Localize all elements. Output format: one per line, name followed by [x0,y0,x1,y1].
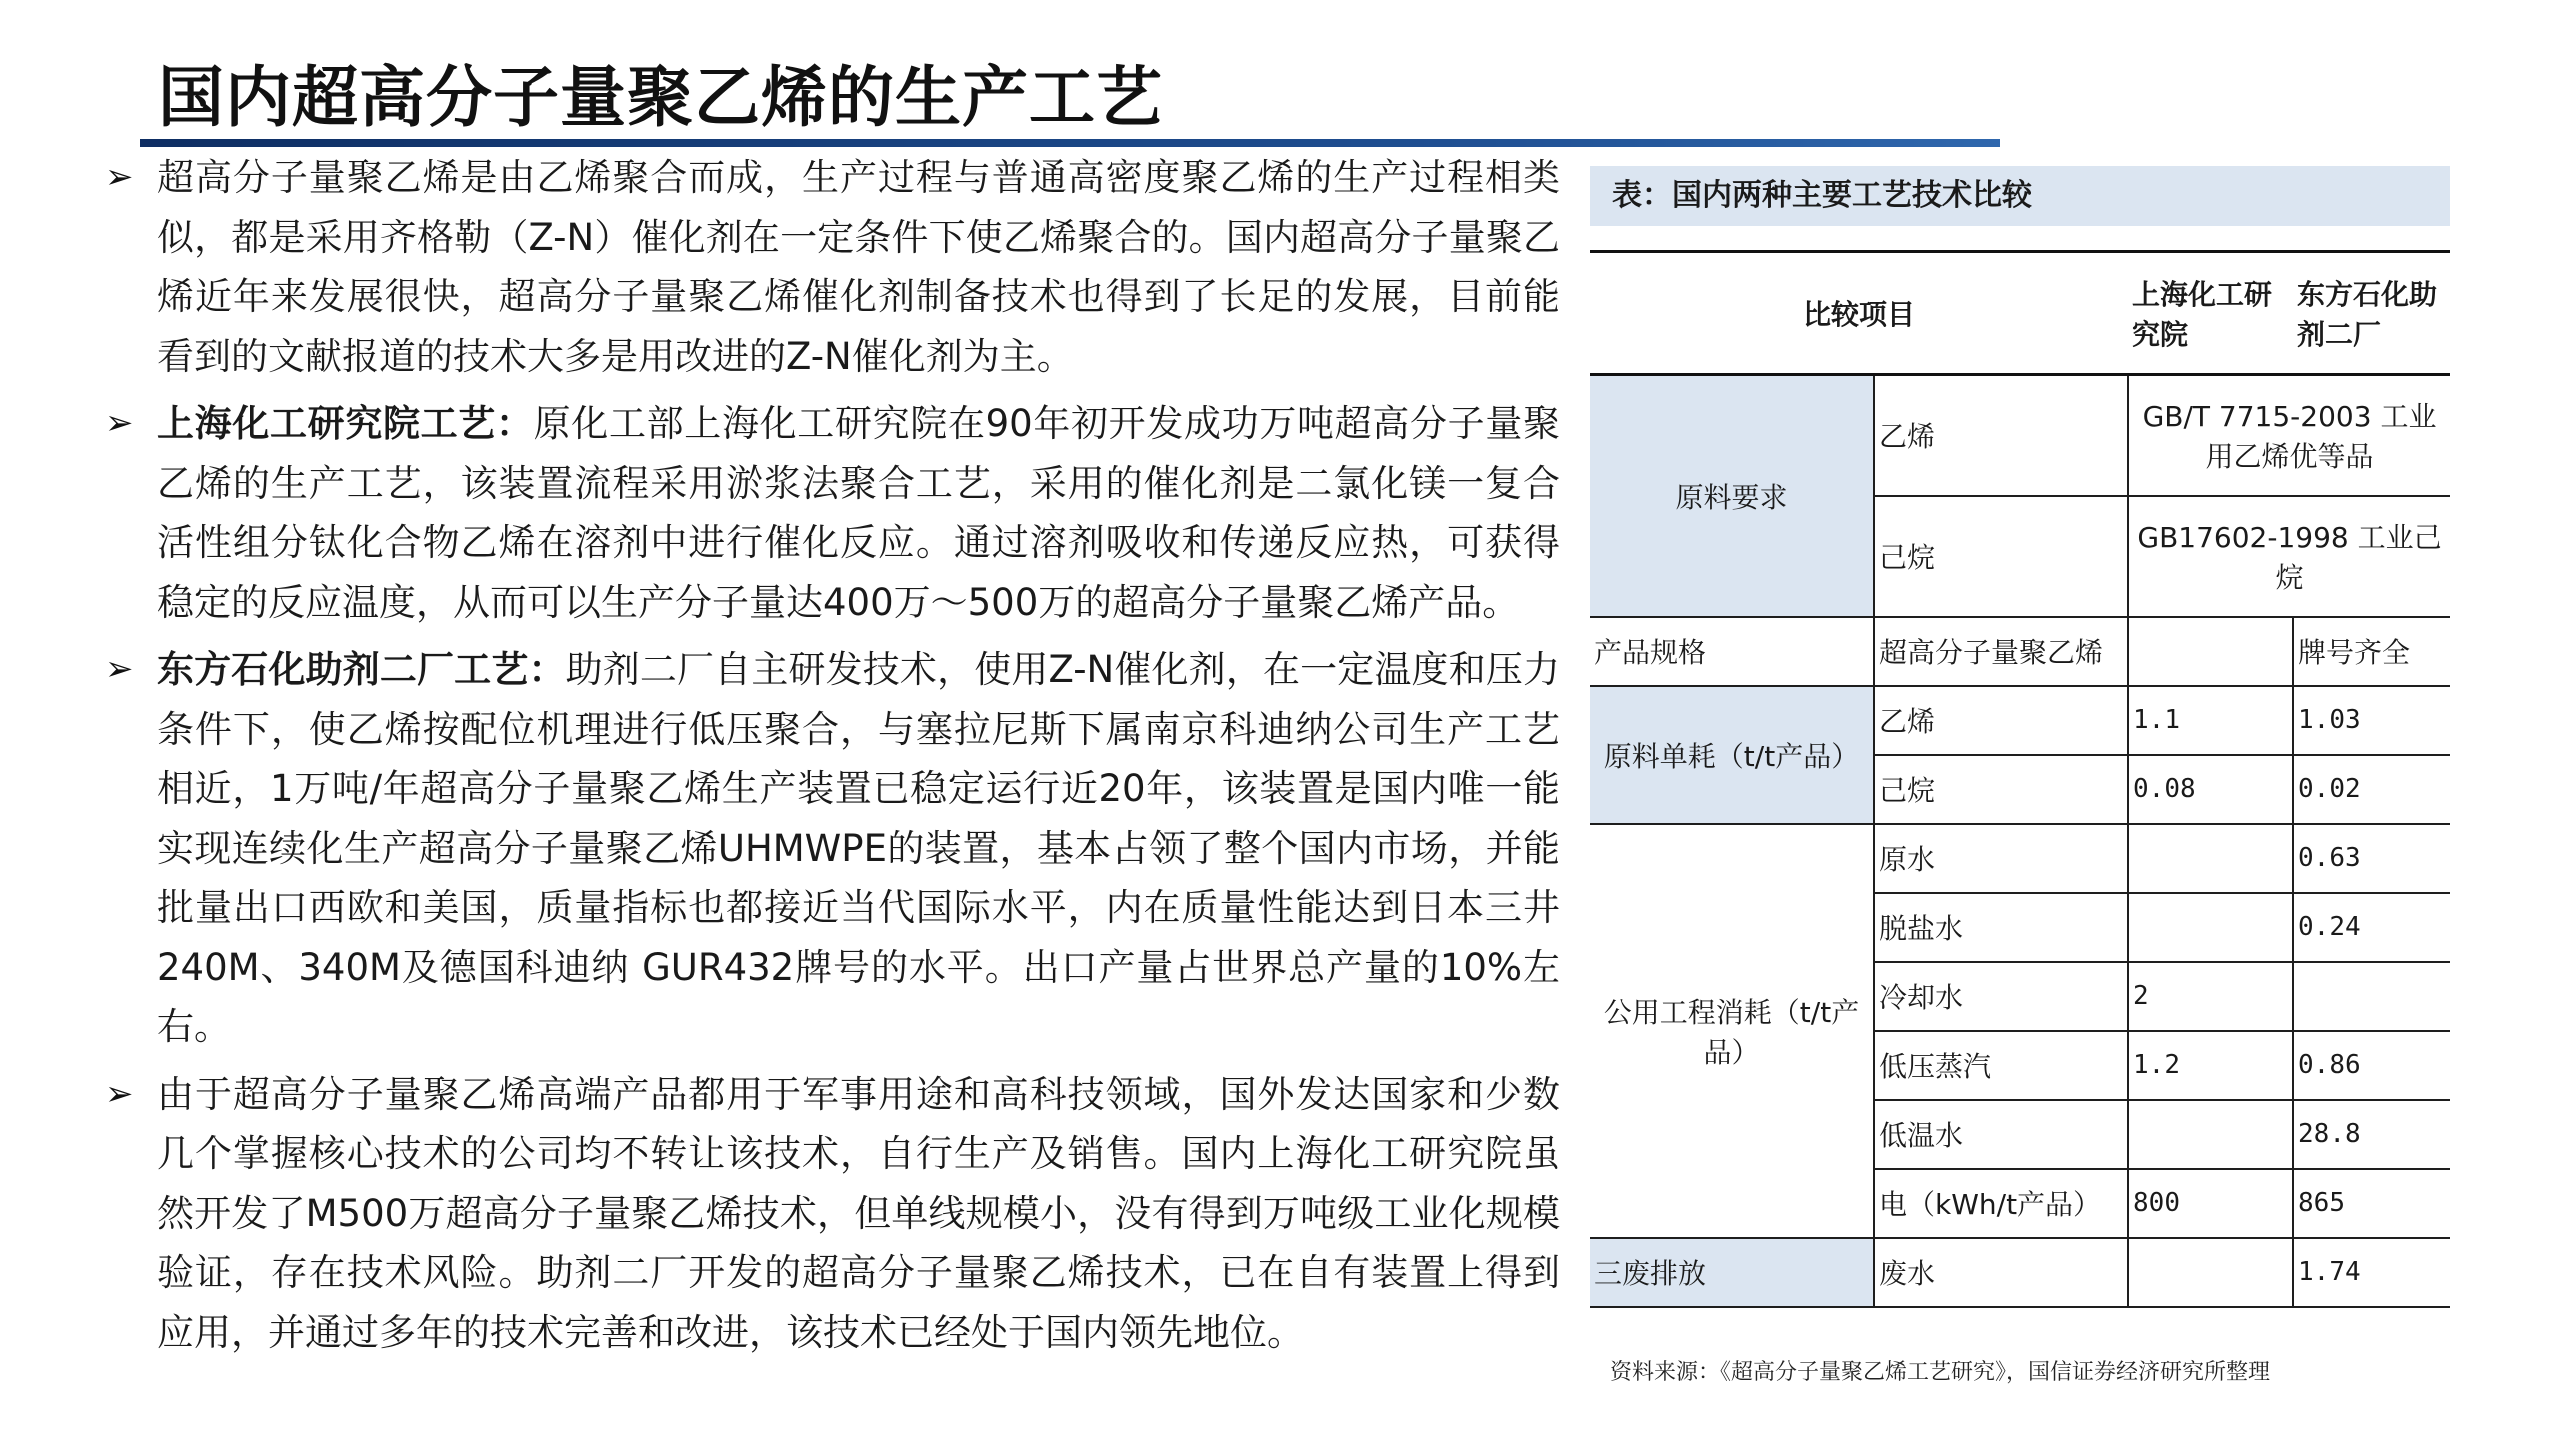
group-raw-requirement: 原料要求 [1590,375,1874,617]
value-cell: GB/T 7715-2003 工业用乙烯优等品 [2128,375,2450,496]
bullet-item [105,394,1560,632]
value-cell: 1.03 [2293,686,2450,755]
value-cell: 1.1 [2128,686,2293,755]
page-title: 国内超高分子量聚乙烯的生产工艺 [158,59,1163,136]
value-cell: 0.08 [2128,755,2293,824]
header-item: 比较项目 [1590,252,2128,375]
arrow-bullet-icon: ➢ [105,403,134,443]
arrow-bullet-icon: ➢ [105,157,134,197]
value-cell [2128,824,2293,893]
bullet-lead: 上海化工研究院工艺： [157,402,534,445]
sub-item: 冷却水 [1874,962,2128,1031]
value-cell [2128,893,2293,962]
value-cell: 0.86 [2293,1031,2450,1100]
bullet-body: 原化工部上海化工研究院在90年初开发成功万吨超高分子量聚乙烯的生产工艺，该装置流程采用淤浆法聚合工艺，采用的催化剂是二氯化镁一复合活性组分钛化合物乙烯在溶剂中进行催化反应。通过溶剂吸收和传递反应热，可获得稳定的反应温度，从而可以生产分子量达400万～500万的超高分子量聚乙烯产品。 [157,402,1560,624]
arrow-bullet-icon: ➢ [105,649,134,689]
sub-item: 超高分子量聚乙烯 [1874,617,2128,686]
table-row [1590,375,2450,496]
bullet-body: 由于超高分子量聚乙烯高端产品都用于军事用途和高科技领域，国外发达国家和少数几个掌握核心技术的公司均不转让该技术，自行生产及销售。国内上海化工研究院虽然开发了M500万超高分子量聚乙烯技术，但单线规模小，没有得到万吨级工业化规模验证，存在技术风险。助剂二厂开发的超高分子量聚乙烯技术，已在自有装置上得到应用，并通过多年的技术完善和改进，该技术已经处于国内领先地位。 [157,1072,1560,1354]
value-cell: 1.74 [2293,1238,2450,1307]
group-product-spec: 产品规格 [1590,617,1874,686]
bullet-list [105,148,1560,1370]
value-cell: GB17602-1998 工业己烷 [2128,496,2450,617]
header-col-dongfang: 东方石化助剂二厂 [2293,252,2450,375]
sub-item: 原水 [1874,824,2128,893]
sub-item: 电（kWh/t产品） [1874,1169,2128,1238]
table-row [1590,617,2450,686]
value-cell: 865 [2293,1169,2450,1238]
sub-item: 乙烯 [1874,686,2128,755]
sub-item: 低压蒸汽 [1874,1031,2128,1100]
table-header-row [1590,252,2450,375]
bullet-text [157,394,1560,632]
value-cell [2128,617,2293,686]
value-cell [2128,1238,2293,1307]
value-cell: 1.2 [2128,1031,2293,1100]
value-cell: 0.63 [2293,824,2450,893]
group-utility: 公用工程消耗（t/t产品） [1590,824,1874,1238]
sub-item: 乙烯 [1874,375,2128,496]
bullet-body: 超高分子量聚乙烯是由乙烯聚合而成，生产过程与普通高密度聚乙烯的生产过程相类似，都是采用齐格勒（Z-N）催化剂在一定条件下使乙烯聚合的。国内超高分子量聚乙烯近年来发展很快，超高分子量聚乙烯催化剂制备技术也得到了长足的发展，目前能看到的文献报道的技术大多是用改进的Z-N催化剂为主。 [157,156,1560,378]
bullet-item [105,148,1560,386]
value-cell [2128,1100,2293,1169]
header-col-shanghai: 上海化工研究院 [2128,252,2293,375]
value-cell [2293,962,2450,1031]
sub-item: 废水 [1874,1238,2128,1307]
table-caption: 表：国内两种主要工艺技术比较 [1590,166,2450,226]
value-cell: 0.02 [2293,755,2450,824]
bullet-item [105,640,1560,1057]
value-cell: 2 [2128,962,2293,1031]
value-cell: 0.24 [2293,893,2450,962]
bullet-item [105,1065,1560,1363]
sub-item: 低温水 [1874,1100,2128,1169]
bullet-text [157,148,1560,386]
group-raw-consumption: 原料单耗（t/t产品） [1590,686,1874,824]
bullet-body: 助剂二厂自主研发技术，使用Z-N催化剂，在一定温度和压力条件下，使乙烯按配位机理进行低压聚合，与塞拉尼斯下属南京科迪纳公司生产工艺相近，1万吨/年超高分子量聚乙烯生产装置已稳定运行近20年，该装置是国内唯一能实现连续化生产超高分子量聚乙烯UHMWPE的装置，基本占领了整个国内市场，并能批量出口西欧和美国，质量指标也都接近当代国际水平，内在质量性能达到日本三井240M、340M及德国科迪纳 GUR432牌号的水平。出口产量占世界总产量的10%左右。 [157,648,1560,1048]
value-cell: 800 [2128,1169,2293,1238]
bullet-text [157,1065,1560,1363]
bullet-text [157,640,1560,1057]
source-note: 资料来源：《超高分子量聚乙烯工艺研究》，国信证券经济研究所整理 [1610,1360,2271,1385]
table-row [1590,824,2450,893]
table-row [1590,1238,2450,1307]
bullet-lead: 东方石化助剂二厂工艺： [157,648,566,691]
table-row [1590,686,2450,755]
value-cell: 牌号齐全 [2293,617,2450,686]
title-underline [140,139,2000,147]
value-cell: 28.8 [2293,1100,2450,1169]
comparison-table [1590,250,2450,1308]
sub-item: 己烷 [1874,496,2128,617]
sub-item: 脱盐水 [1874,893,2128,962]
group-waste: 三废排放 [1590,1238,1874,1307]
sub-item: 己烷 [1874,755,2128,824]
arrow-bullet-icon: ➢ [105,1073,134,1114]
